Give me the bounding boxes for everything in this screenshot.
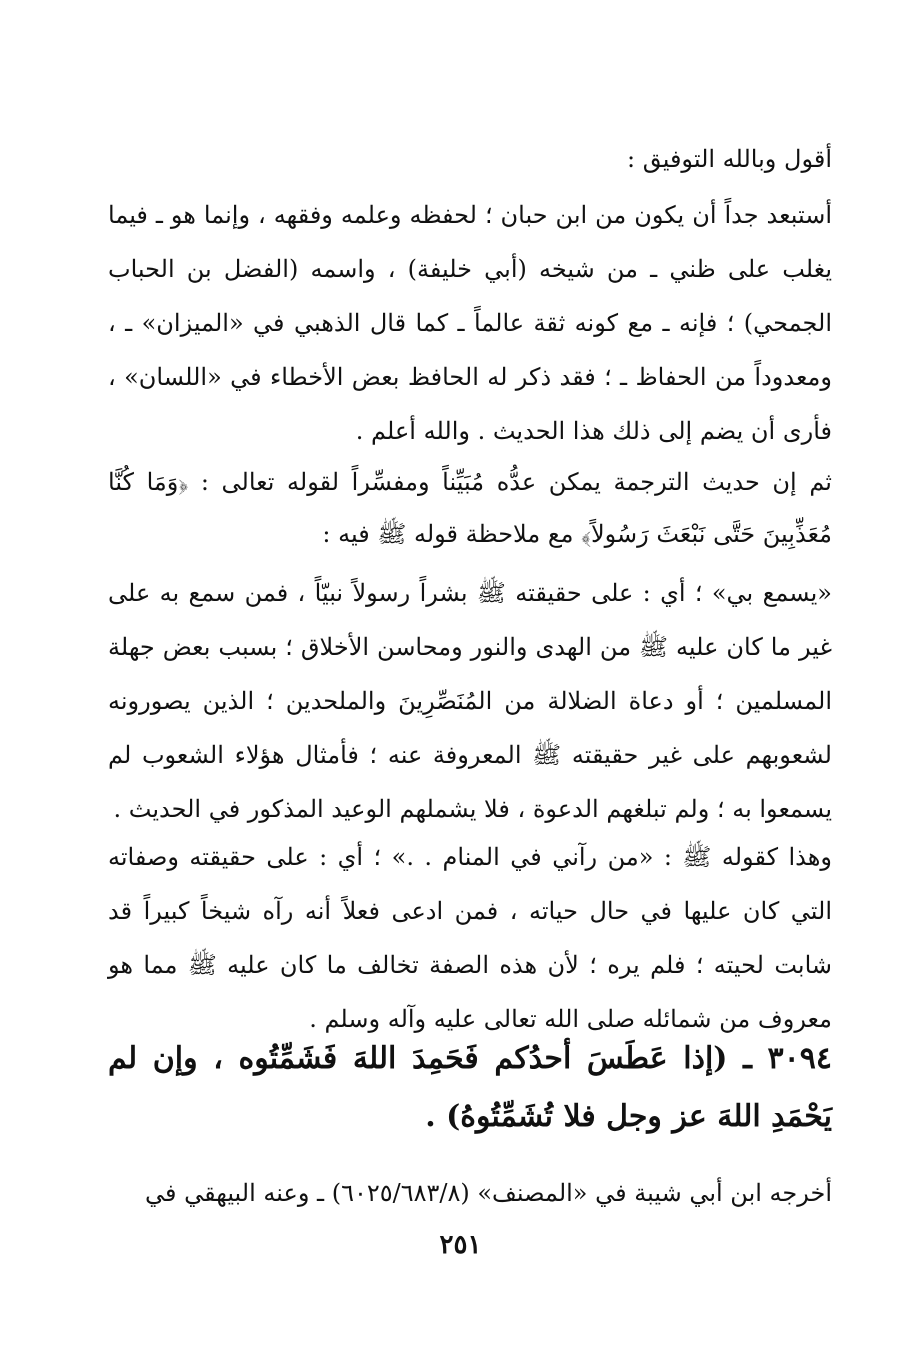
page-number: ٢٥١ [439, 1230, 482, 1260]
opening-line: أقول وبالله التوفيق : [626, 145, 832, 173]
paragraph-quran-citation: ثم إن حديث الترجمة يمكن عدُّه مُبَيِّناً ومفسِّراً لقوله تعالى : ﴿وَمَا كُنَّا مُعَذِّبِينَ حَتَّى نَبْعَثَ رَسُولاً﴾ مع ملاحظة قوله ﷺ فيه : [108, 468, 832, 548]
paragraph-hadith-explanation: «يسمع بي» ؛ أي : على حقيقته ﷺ بشراً رسولاً نبيّاً ، فمن سمع به على غير ما كان عليه ﷺ من الهدى والنور ومحاسن الأخلاق ؛ بسبب بعض جهلة المسلمين ؛ أو دعاة الضلالة من المُنَصِّرِينَ والملحدين ؛ الذين يصورونه لشعوبهم على غير حقيقته ﷺ المعروفة عنه ؛ فأمثال هؤلاء الشعوب لم يسمعوا به ؛ ولم تبلغهم الدعوة ، فلا يشملهم الوعيد المذكور في الحديث . [108, 579, 832, 823]
takhrij-line: أخرجه ابن أبي شيبة في «المصنف» (٦٠٢٥/٦٨٣/٨) ـ وعنه البيهقي في [145, 1179, 832, 1207]
hadith-heading: ٣٠٩٤ ـ (إذا عَطَسَ أحدُكم فَحَمِدَ اللهَ فَشَمِّتُوه ، وإن لم يَحْمَدِ اللهَ عز وجل فلا تُشَمِّتُوهُ) . [108, 1041, 832, 1134]
paragraph-dream-hadith: وهذا كقوله ﷺ : «من رآني في المنام . .» ؛ أي : على حقيقته وصفاته التي كان عليها في حال حياته ، فمن ادعى فعلاً أنه رآه شيخاً كبيراً قد شابت لحيته ؛ فلم يره ؛ لأن هذه الصفة تخالف ما كان عليه ﷺ مما هو معروف من شمائله صلى الله تعالى عليه وآله وسلم . [108, 843, 832, 1033]
paragraph-ibn-hibban-commentary: أستبعد جداً أن يكون من ابن حبان ؛ لحفظه وعلمه وفقهه ، وإنما هو ـ فيما يغلب على ظني ـ من شيخه (أبي خليفة) ، واسمه (الفضل بن الحباب الجمحي) ؛ فإنه ـ مع كونه ثقة عالماً ـ كما قال الذهبي في «الميزان» ـ ، ومعدوداً من الحفاظ ـ ؛ فقد ذكر له الحافظ بعض الأخطاء في «اللسان» ، فأرى أن يضم إلى ذلك هذا الحديث . والله أعلم . [108, 201, 832, 445]
